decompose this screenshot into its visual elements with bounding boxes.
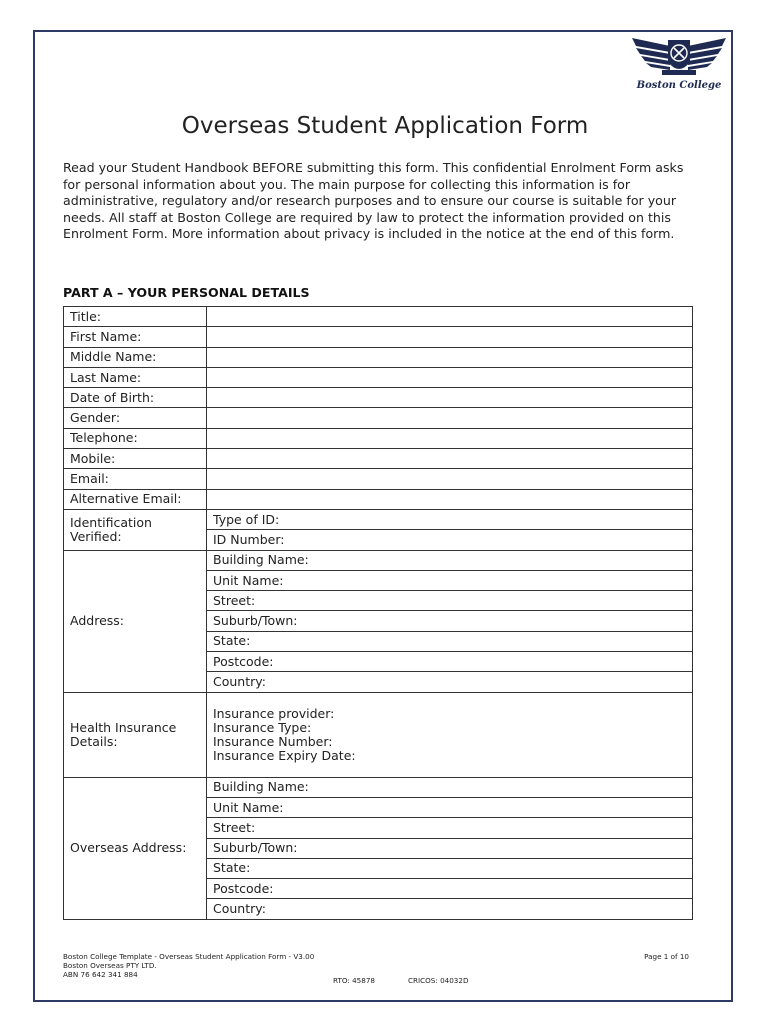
insurance-expiry-label: Insurance Expiry Date: [213, 747, 356, 763]
row-middle-name [64, 347, 693, 367]
address-street-input[interactable]: Street: [207, 591, 693, 611]
overseas-street-input[interactable]: Street: [207, 818, 693, 838]
row-email [64, 469, 693, 489]
footer-company-line: Boston Overseas PTY LTD. [63, 961, 157, 970]
page-number: Page 1 of 10 [644, 952, 689, 961]
row-dob [64, 388, 693, 408]
row-alt-email [64, 489, 693, 509]
id-type-input[interactable]: Type of ID: [207, 509, 693, 529]
overseas-suburb-input[interactable]: Suburb/Town: [207, 838, 693, 858]
row-gender [64, 408, 693, 428]
row-address-building [64, 550, 693, 570]
address-postcode-input[interactable]: Postcode: [207, 652, 693, 672]
field-label: Title: [64, 307, 207, 327]
address-country-input[interactable]: Country: [207, 672, 693, 692]
field-label: Mobile: [64, 449, 207, 469]
field-label: Telephone: [64, 428, 207, 448]
first-name-input[interactable] [207, 327, 693, 347]
last-name-input[interactable] [207, 367, 693, 387]
section-heading: PART A – YOUR PERSONAL DETAILS [63, 285, 310, 300]
middle-name-input[interactable] [207, 347, 693, 367]
alt-email-input[interactable] [207, 489, 693, 509]
address-state-input[interactable]: State: [207, 631, 693, 651]
cricos-number: CRICOS: 04032D [408, 976, 469, 985]
intro-paragraph: Read your Student Handbook BEFORE submitting this form. This confidential Enrolment Form asks for personal information about you. The main purpose for collecting this information is for administrative, regulatory and/or research purposes and to ensure our course is suitable for your needs. All staff at Boston College are required by law to protect the information provided on this Enrolment Form. More information about privacy is included in the notice at the end of this form. [63, 160, 684, 242]
overseas-unit-input[interactable]: Unit Name: [207, 797, 693, 817]
mobile-input[interactable] [207, 449, 693, 469]
address-building-input[interactable]: Building Name: [207, 550, 693, 570]
field-label: Gender: [64, 408, 207, 428]
title-input[interactable] [207, 307, 693, 327]
footer-abn-line: ABN 76 642 341 884 [63, 970, 138, 979]
page-title: Overseas Student Application Form [181, 113, 589, 139]
winged-crest-icon [624, 32, 734, 82]
field-label: Alternative Email: [64, 489, 207, 509]
address-label: Address: [64, 550, 207, 692]
overseas-address-label: Overseas Address: [64, 777, 207, 919]
id-number-input[interactable]: ID Number: [207, 530, 693, 550]
telephone-input[interactable] [207, 428, 693, 448]
field-label: Date of Birth: [64, 388, 207, 408]
overseas-building-input[interactable]: Building Name: [207, 777, 693, 797]
row-last-name [64, 367, 693, 387]
overseas-state-input[interactable]: State: [207, 858, 693, 878]
insurance-number-label: Insurance Number: [213, 733, 333, 749]
footer-template-line: Boston College Template - Overseas Student Application Form - V3.00 [63, 952, 315, 961]
row-overseas-building [64, 777, 693, 797]
field-label: Middle Name: [64, 347, 207, 367]
college-logo [624, 32, 734, 96]
row-first-name [64, 327, 693, 347]
overseas-postcode-input[interactable]: Postcode: [207, 879, 693, 899]
field-label: Email: [64, 469, 207, 489]
page-footer [63, 952, 693, 985]
row-id-type [64, 509, 693, 529]
logo-wordmark: Boston College [636, 80, 722, 91]
address-unit-input[interactable]: Unit Name: [207, 570, 693, 590]
gender-input[interactable] [207, 408, 693, 428]
identification-label: Identification Verified: [64, 509, 207, 550]
insurance-provider-label: Insurance provider: [213, 705, 335, 721]
rto-number: RTO: 45878 [333, 976, 375, 985]
overseas-country-input[interactable]: Country: [207, 899, 693, 919]
email-input[interactable] [207, 469, 693, 489]
row-health-insurance [64, 692, 693, 777]
personal-details-table [63, 306, 693, 920]
address-suburb-input[interactable]: Suburb/Town: [207, 611, 693, 631]
dob-input[interactable] [207, 388, 693, 408]
field-label: First Name: [64, 327, 207, 347]
row-mobile [64, 449, 693, 469]
row-telephone [64, 428, 693, 448]
field-label: Last Name: [64, 367, 207, 387]
row-title [64, 307, 693, 327]
health-insurance-label: Health Insurance Details: [64, 692, 207, 777]
health-insurance-input[interactable] [207, 692, 693, 777]
insurance-type-label: Insurance Type: [213, 719, 312, 735]
